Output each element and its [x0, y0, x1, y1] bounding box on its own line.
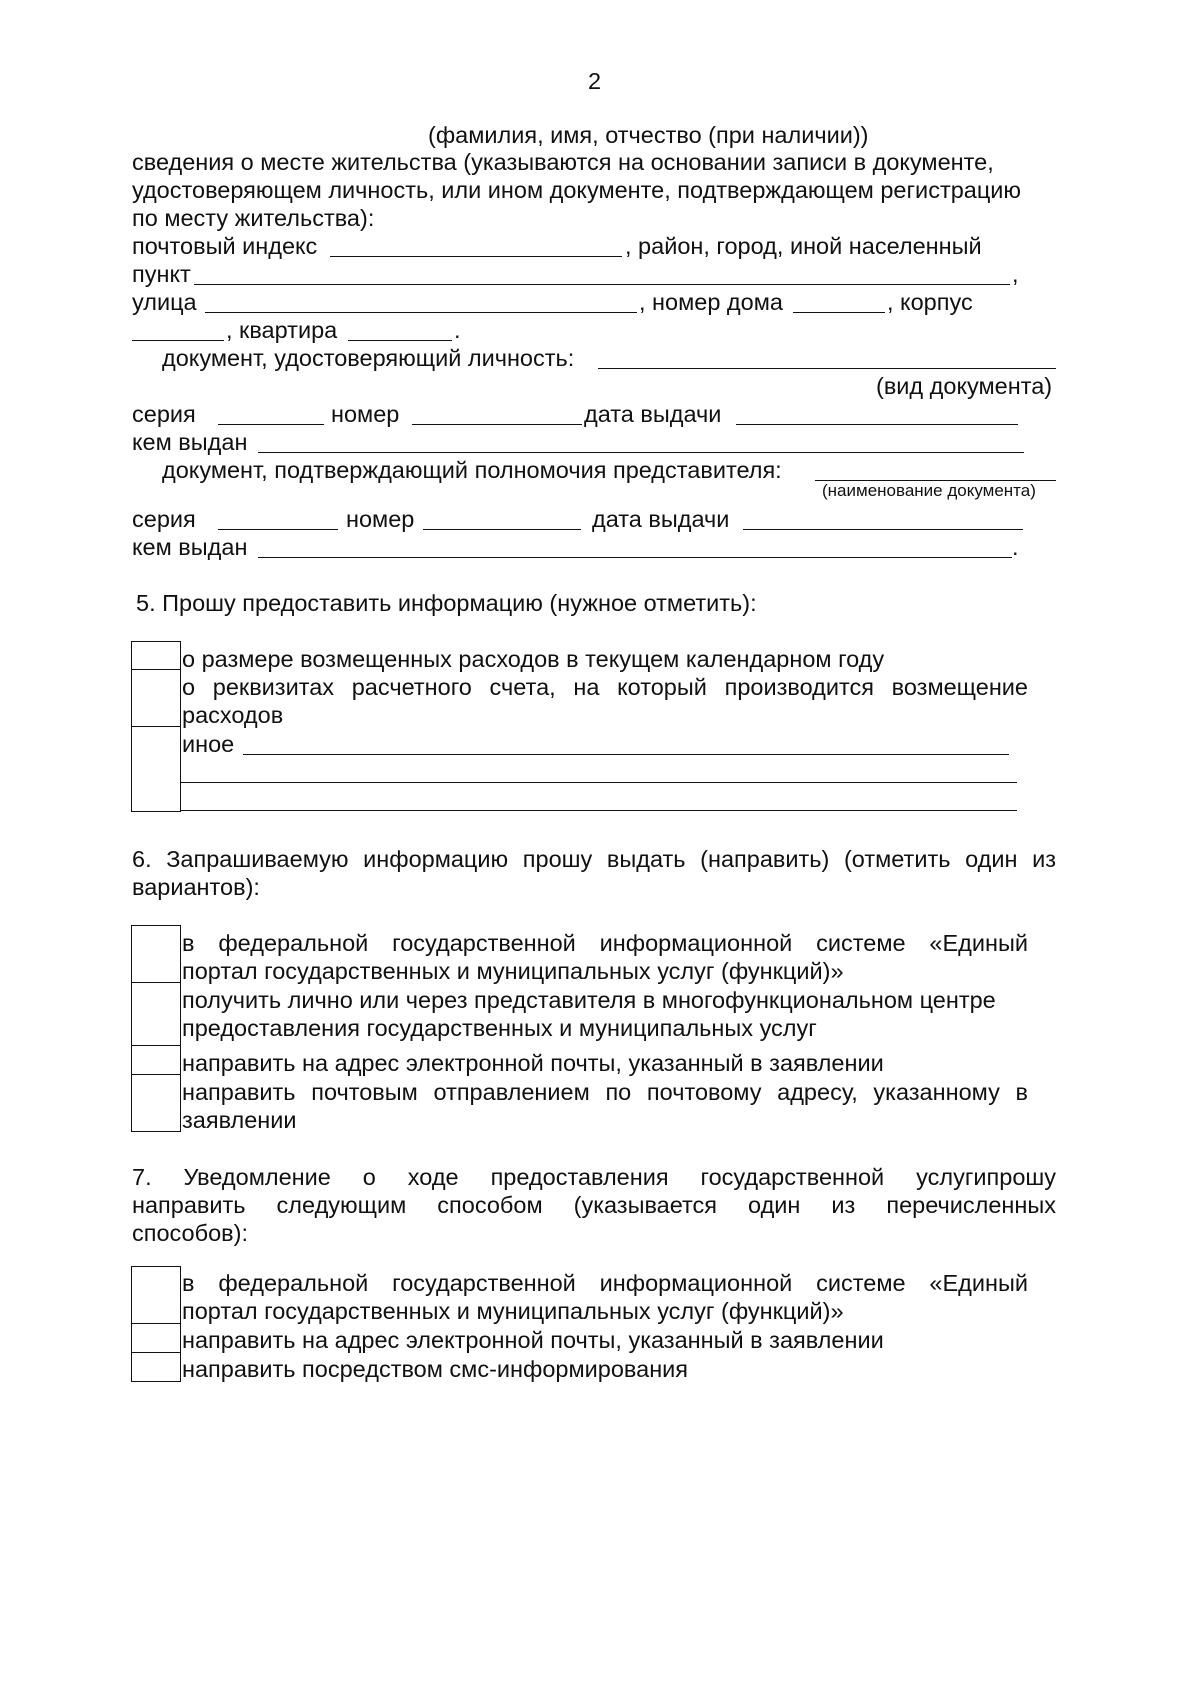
house-number-field[interactable] — [793, 290, 885, 313]
identity-doc-caption: (вид документа) — [876, 373, 1053, 399]
section6-option-mfc: получить лично или через представителя в многофункциональном центре — [182, 987, 996, 1013]
apartment-label: , квартира — [226, 317, 338, 343]
section5-checkbox-account-details[interactable] — [131, 669, 181, 727]
section5-heading: 5. Прошу предоставить информацию (нужное отметить): — [136, 590, 757, 616]
identity-number-field[interactable] — [412, 402, 582, 425]
house-number-label: , номер дома — [639, 289, 783, 315]
authority-date-field[interactable] — [743, 507, 1023, 530]
authority-series-field[interactable] — [218, 507, 338, 530]
section5-checkbox-current-year[interactable] — [131, 641, 181, 670]
identity-issuer-field[interactable] — [258, 430, 1024, 453]
building-field[interactable] — [132, 318, 224, 341]
section7-option-email: направить на адрес электронной почты, указанный в заявлении — [182, 1327, 884, 1353]
authority-issuer-dot: . — [1012, 534, 1019, 560]
section7-option-gosuslugi-cont: портал государственных и муниципальных услуг (функций)» — [182, 1298, 844, 1324]
section6-option-post: направить почтовым отправлением по почтовому адресу, указанному в — [182, 1079, 1028, 1105]
section6-heading: 6. Запрашиваемую информацию прошу выдать (направить) (отметить один из — [132, 846, 1056, 872]
postal-index-field[interactable] — [330, 234, 622, 257]
authority-number-field[interactable] — [423, 507, 581, 530]
section7-checkbox-gosuslugi[interactable] — [131, 1266, 181, 1324]
section6-checkbox-mfc[interactable] — [131, 982, 181, 1046]
section6-checkbox-email[interactable] — [131, 1045, 181, 1075]
identity-series-field[interactable] — [218, 402, 324, 425]
street-label: улица — [132, 289, 197, 315]
section5-other-field-line3[interactable] — [181, 810, 1017, 811]
section5-option-current-year: о размере возмещенных расходов в текущем календарном году — [182, 646, 885, 672]
identity-date-field[interactable] — [736, 402, 1018, 425]
section7-heading-cont: направить следующим способом (указывается один из перечисленных — [132, 1192, 1056, 1218]
section5-option-account-details: о реквизитах расчетного счета, на который производится возмещение — [182, 674, 1028, 700]
section7-option-gosuslugi: в федеральной государственной информационной системе «Единый — [182, 1270, 1028, 1296]
section6-checkbox-post[interactable] — [131, 1074, 181, 1132]
section6-option-mfc-cont: предоставления государственных и муниципальных услуг — [182, 1015, 817, 1041]
section7-checkbox-sms[interactable] — [131, 1352, 181, 1382]
apartment-dot: . — [454, 317, 461, 343]
identity-number-label: номер — [331, 401, 400, 427]
section6-option-email: направить на адрес электронной почты, указанный в заявлении — [182, 1050, 884, 1076]
section6-heading-cont: вариантов): — [132, 874, 260, 900]
identity-issuer-label: кем выдан — [132, 429, 248, 455]
section6-checkbox-gosuslugi[interactable] — [131, 925, 181, 983]
page-number: 2 — [588, 68, 602, 94]
identity-doc-field[interactable] — [598, 346, 1056, 369]
section6-option-post-cont: заявлении — [182, 1107, 297, 1133]
apartment-field[interactable] — [348, 318, 452, 341]
authority-number-label: номер — [346, 506, 415, 532]
authority-doc-caption: (наименование документа) — [822, 481, 1036, 500]
section7-checkbox-email[interactable] — [131, 1323, 181, 1353]
section5-other-field-line1[interactable] — [243, 732, 1009, 755]
residence-intro-line: сведения о месте жительства (указываются на основании записи в документе, — [132, 149, 994, 175]
postal-index-label: почтовый индекс — [132, 233, 318, 259]
section5-option-other: иное — [182, 731, 235, 757]
identity-date-label: дата выдачи — [584, 401, 722, 427]
settlement-label: пункт — [132, 261, 191, 287]
section5-other-field-line2[interactable] — [181, 782, 1017, 783]
residence-intro-line: удостоверяющем личность, или ином документе, подтверждающем регистрацию — [132, 177, 1022, 203]
authority-doc-label: документ, подтверждающий полномочия представителя: — [162, 457, 782, 483]
residence-intro-line: по месту жительства): — [132, 205, 375, 231]
section5-checkbox-other[interactable] — [131, 726, 181, 812]
identity-doc-label: документ, удостоверяющий личность: — [162, 345, 575, 371]
district-label: , район, город, иной населенный — [625, 233, 982, 259]
section7-heading-cont: способов): — [132, 1220, 248, 1246]
section5-option-account-details-cont: расходов — [182, 702, 284, 728]
section6-option-gosuslugi-cont: портал государственных и муниципальных услуг (функций)» — [182, 958, 844, 984]
settlement-comma: , — [1012, 261, 1019, 287]
section7-option-sms: направить посредством смс-информирования — [182, 1356, 689, 1382]
building-label: , корпус — [887, 289, 973, 315]
settlement-field[interactable] — [194, 262, 1010, 285]
authority-date-label: дата выдачи — [592, 506, 730, 532]
identity-series-label: серия — [132, 401, 196, 427]
street-field[interactable] — [205, 290, 637, 313]
section6-option-gosuslugi: в федеральной государственной информационной системе «Единый — [182, 930, 1028, 956]
authority-issuer-label: кем выдан — [132, 534, 248, 560]
authority-issuer-field[interactable] — [258, 535, 1012, 558]
authority-series-label: серия — [132, 506, 196, 532]
authority-doc-field[interactable] — [815, 458, 1056, 481]
fio-caption: (фамилия, имя, отчество (при наличии)) — [428, 122, 869, 148]
section7-heading: 7. Уведомление о ходе предоставления государственной услугипрошу — [132, 1164, 1056, 1190]
